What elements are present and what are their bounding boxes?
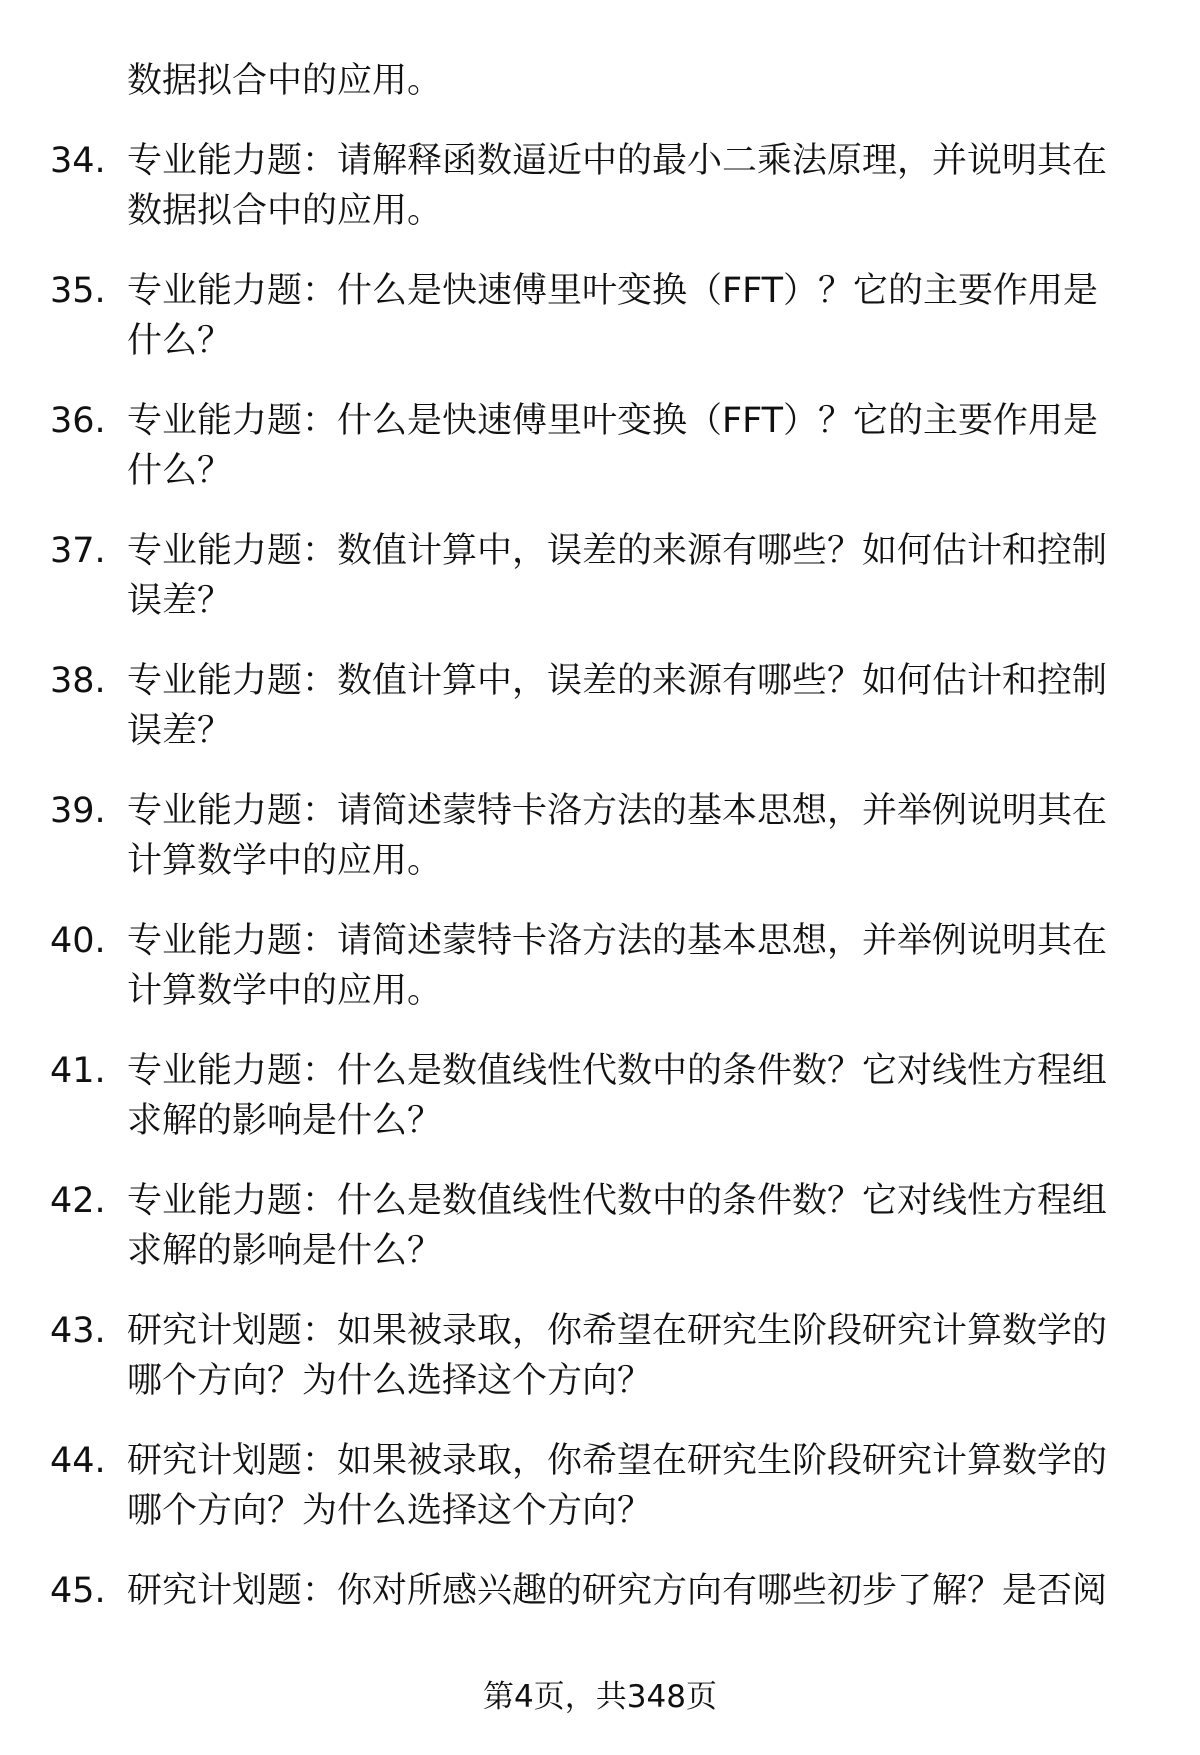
question-text: 专业能力题：什么是数值线性代数中的条件数？它对线性方程组求解的影响是什么？ bbox=[127, 1051, 1108, 1141]
question-item bbox=[50, 916, 1150, 1046]
question-number: 36. bbox=[50, 401, 106, 441]
question-text: 研究计划题：如果被录取，你希望在研究生阶段研究计算数学的哪个方向？为什么选择这个方向？ bbox=[127, 1311, 1108, 1401]
question-number: 43. bbox=[50, 1311, 106, 1351]
question-item bbox=[50, 136, 1150, 266]
question-text: 专业能力题：请简述蒙特卡洛方法的基本思想，并举例说明其在计算数学中的应用。 bbox=[127, 791, 1108, 881]
question-number: 35. bbox=[50, 271, 106, 311]
question-text: 专业能力题：请解释函数逼近中的最小二乘法原理，并说明其在数据拟合中的应用。 bbox=[127, 141, 1108, 231]
question-number: 39. bbox=[50, 791, 106, 831]
question-number: 41. bbox=[50, 1051, 106, 1091]
question-text: 专业能力题：什么是数值线性代数中的条件数？它对线性方程组求解的影响是什么？ bbox=[127, 1181, 1108, 1271]
question-number: 45. bbox=[50, 1571, 106, 1611]
question-text: 研究计划题：如果被录取，你希望在研究生阶段研究计算数学的哪个方向？为什么选择这个方向？ bbox=[127, 1441, 1108, 1531]
question-text: 专业能力题：请简述蒙特卡洛方法的基本思想，并举例说明其在计算数学中的应用。 bbox=[127, 921, 1108, 1011]
question-number: 34. bbox=[50, 141, 106, 181]
question-number: 44. bbox=[50, 1441, 106, 1481]
question-number: 40. bbox=[50, 921, 106, 961]
question-text: 专业能力题：什么是快速傅里叶变换（FFT）？它的主要作用是什么？ bbox=[127, 271, 1099, 361]
question-text: 研究计划题：你对所感兴趣的研究方向有哪些初步了解？是否阅 bbox=[127, 1571, 1108, 1611]
question-item bbox=[50, 526, 1150, 656]
page-footer: 第4页，共348页 bbox=[483, 1679, 717, 1715]
question-text: 专业能力题：数值计算中，误差的来源有哪些？如何估计和控制误差？ bbox=[127, 661, 1108, 751]
question-item bbox=[50, 396, 1150, 526]
question-item bbox=[50, 656, 1150, 786]
continuation-text: 数据拟合中的应用。 bbox=[127, 61, 443, 101]
question-item bbox=[50, 266, 1150, 396]
question-text: 专业能力题：数值计算中，误差的来源有哪些？如何估计和控制误差？ bbox=[127, 531, 1108, 621]
question-number: 42. bbox=[50, 1181, 106, 1221]
question-item bbox=[50, 1176, 1150, 1306]
question-text: 专业能力题：什么是快速傅里叶变换（FFT）？它的主要作用是什么？ bbox=[127, 401, 1099, 491]
question-list bbox=[50, 136, 1150, 1696]
question-number: 37. bbox=[50, 531, 106, 571]
question-item bbox=[50, 1306, 1150, 1436]
question-item bbox=[50, 1046, 1150, 1176]
question-item bbox=[50, 786, 1150, 916]
question-item bbox=[50, 1436, 1150, 1566]
question-number: 38. bbox=[50, 661, 106, 701]
